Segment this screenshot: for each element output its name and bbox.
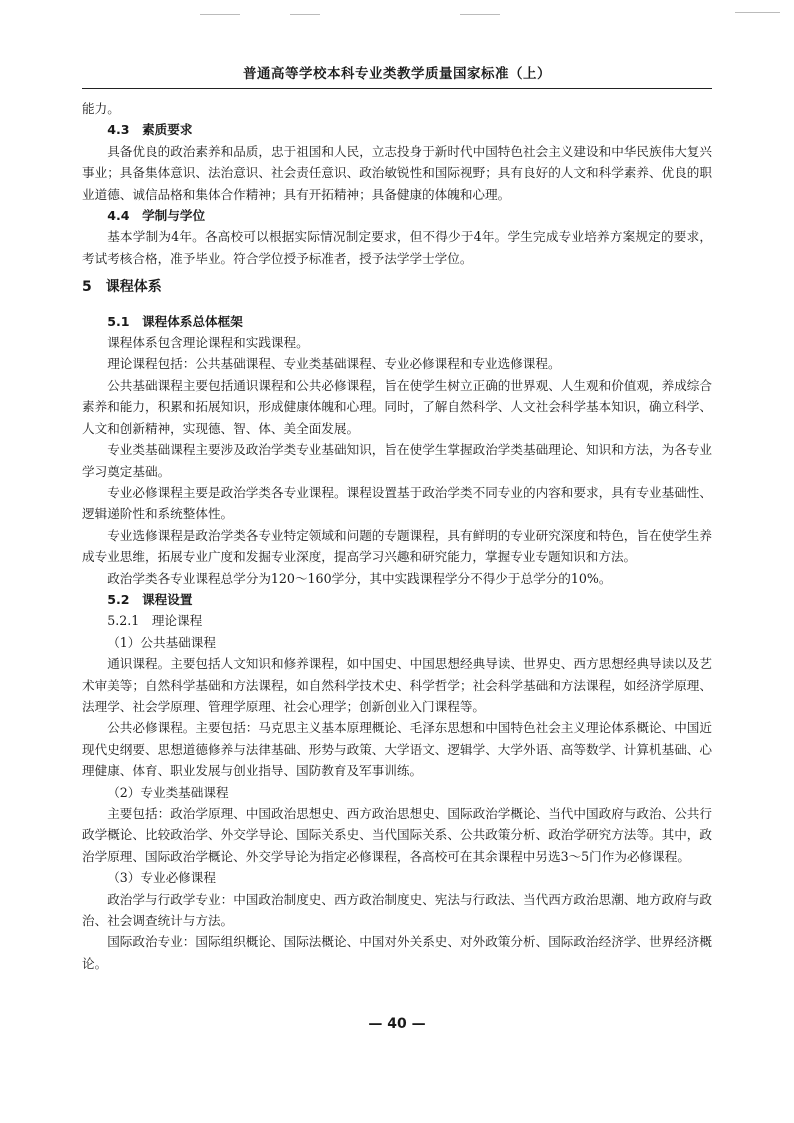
- paragraph: 具备优良的政治素养和品质，忠于祖国和人民，立志投身于新时代中国特色社会主义建设和中华民族伟大复兴事业；具备集体意识、法治意识、社会责任意识、政治敏锐性和国际视野；具有良好的人文和科学素养、优良的职业道德、诚信品格和集体合作精神；具有开拓精神；具备健康的体魄和心理。: [82, 143, 712, 202]
- paragraph: 课程体系包含理论课程和实践课程。: [107, 335, 309, 351]
- paragraph: 能力。: [82, 101, 120, 116]
- paragraph: 通识课程。主要包括人文知识和修养课程，如中国史、中国思想经典导读、世界史、西方思想经典导读以及艺术审美等；自然科学基础和方法课程，如自然科学技术史、科学哲学；社会科学基础和方法课程，如经济学原理、法理学、社会学原理、管理学原理、社会心理学；创新创业入门课程等。: [82, 656, 712, 714]
- section-heading: 5 课程体系: [82, 279, 162, 296]
- body-text: [82, 98, 712, 974]
- subheading: （3）专业必修课程: [107, 870, 216, 886]
- paragraph: 专业必修课程主要是政治学类各专业课程。课程设置基于政治学类不同专业的内容和要求，具有专业基础性、逻辑递阶性和系统整体性。: [82, 484, 712, 522]
- scan-artifact: [460, 14, 500, 15]
- paragraph: 主要包括：政治学原理、中国政治思想史、西方政治思想史、国际政治学概论、当代中国政府与政治、公共行政学概论、比较政治学、外交学导论、国际关系史、当代国际关系、公共政策分析、政治学研究方法等。其中，政治学原理、国际政治学概论、外交学导论为指定必修课程，各高校可在其余课程中另选3～5门作为必修课程。: [82, 806, 712, 864]
- paragraph: 专业选修课程是政治学类各专业特定领域和问题的专题课程，具有鲜明的专业研究深度和特色，旨在使学生养成专业思维，拓展专业广度和发掘专业深度，提高学习兴趣和研究能力，掌握专业专题知识和方法。: [82, 527, 712, 565]
- subsection-heading: 5.1 课程体系总体框架: [107, 313, 243, 329]
- subheading: （2）专业类基础课程: [107, 784, 229, 800]
- paragraph: 国际政治专业：国际组织概论、国际法概论、中国对外关系史、对外政策分析、国际政治经济学、世界经济概论。: [82, 934, 712, 971]
- subheading: （1）公共基础课程: [107, 634, 216, 650]
- scan-artifact: [290, 14, 320, 15]
- subsection-heading: 4.4 学制与学位: [107, 208, 206, 224]
- paragraph: 基本学制为4年。各高校可以根据实际情况制定要求，但不得少于4年。学生完成专业培养方案规定的要求，考试考核合格，准予毕业。符合学位授予标准者，授予法学学士学位。: [82, 229, 712, 266]
- scan-artifact: [735, 12, 780, 13]
- paragraph: 政治学与行政学专业：中国政治制度史、西方政治制度史、宪法与行政法、当代西方政治思潮、地方政府与政治、社会调查统计与方法。: [82, 891, 712, 929]
- running-header: 普通高等学校本科专业类教学质量国家标准（上）: [82, 62, 712, 89]
- paragraph: 专业类基础课程主要涉及政治学类专业基础知识，旨在使学生掌握政治学类基础理论、知识和方法，为各专业学习奠定基础。: [82, 442, 712, 479]
- paragraph: 理论课程包括：公共基础课程、专业类基础课程、专业必修课程和专业选修课程。: [107, 356, 561, 372]
- paragraph: 公共必修课程。主要包括：马克思主义基本原理概论、毛泽东思想和中国特色社会主义理论体系概论、中国近现代史纲要、思想道德修养与法律基础、形势与政策、大学语文、逻辑学、大学外语、高等数学、计算机基础、心理健康、体育、职业发展与创业指导、国防教育及军事训练。: [82, 720, 712, 779]
- subheading: 5.2.1 理论课程: [107, 613, 203, 629]
- page-number: — 40 —: [368, 1016, 426, 1032]
- scan-artifact: [200, 14, 240, 15]
- subsection-heading: 5.2 课程设置: [107, 591, 193, 607]
- paragraph: 政治学类各专业课程总学分为120～160学分，其中实践课程学分不得少于总学分的10%。: [107, 570, 612, 586]
- paragraph: 公共基础课程主要包括通识课程和公共必修课程，旨在使学生树立正确的世界观、人生观和价值观，养成综合素养和能力，积累和拓展知识，形成健康体魄和心理。同时，了解自然科学、人文社会科学基本知识，确立科学、人文和创新精神，实现德、智、体、美全面发展。: [82, 377, 712, 436]
- subsection-heading: 4.3 素质要求: [107, 122, 193, 138]
